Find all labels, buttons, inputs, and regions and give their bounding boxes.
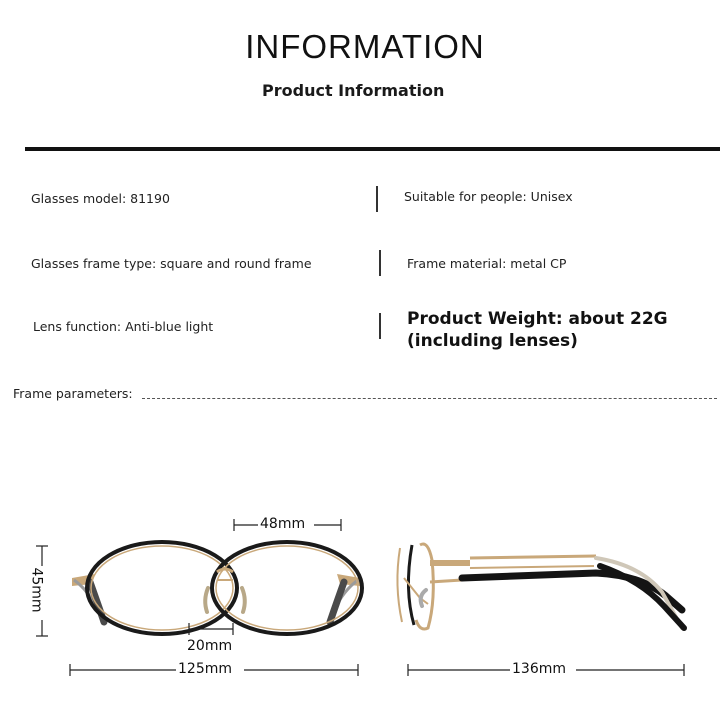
lens-width-label: 48mm bbox=[260, 516, 306, 532]
front-view-glasses bbox=[72, 542, 362, 634]
page-subtitle: Product Information bbox=[262, 81, 445, 100]
page-title: INFORMATION bbox=[245, 28, 485, 65]
glasses-model-text: Glasses model: 81190 bbox=[31, 191, 170, 206]
frame-width-label: 125mm bbox=[178, 661, 232, 677]
frame-type-text: Glasses frame type: square and round frame bbox=[31, 256, 312, 271]
suitable-people-text: Suitable for people: Unisex bbox=[404, 189, 573, 204]
frame-material-text: Frame material: metal CP bbox=[407, 256, 567, 271]
lens-height-label: 45mm bbox=[28, 567, 45, 613]
temple-length-label: 136mm bbox=[512, 661, 566, 677]
frame-parameters-label: Frame parameters: bbox=[13, 386, 133, 401]
product-weight-text: Product Weight: about 22G (including lenses) bbox=[407, 309, 668, 351]
side-view-glasses bbox=[397, 544, 684, 629]
lens-function-text: Lens function: Anti-blue light bbox=[33, 319, 214, 334]
bridge-width-label: 20mm bbox=[187, 638, 233, 654]
